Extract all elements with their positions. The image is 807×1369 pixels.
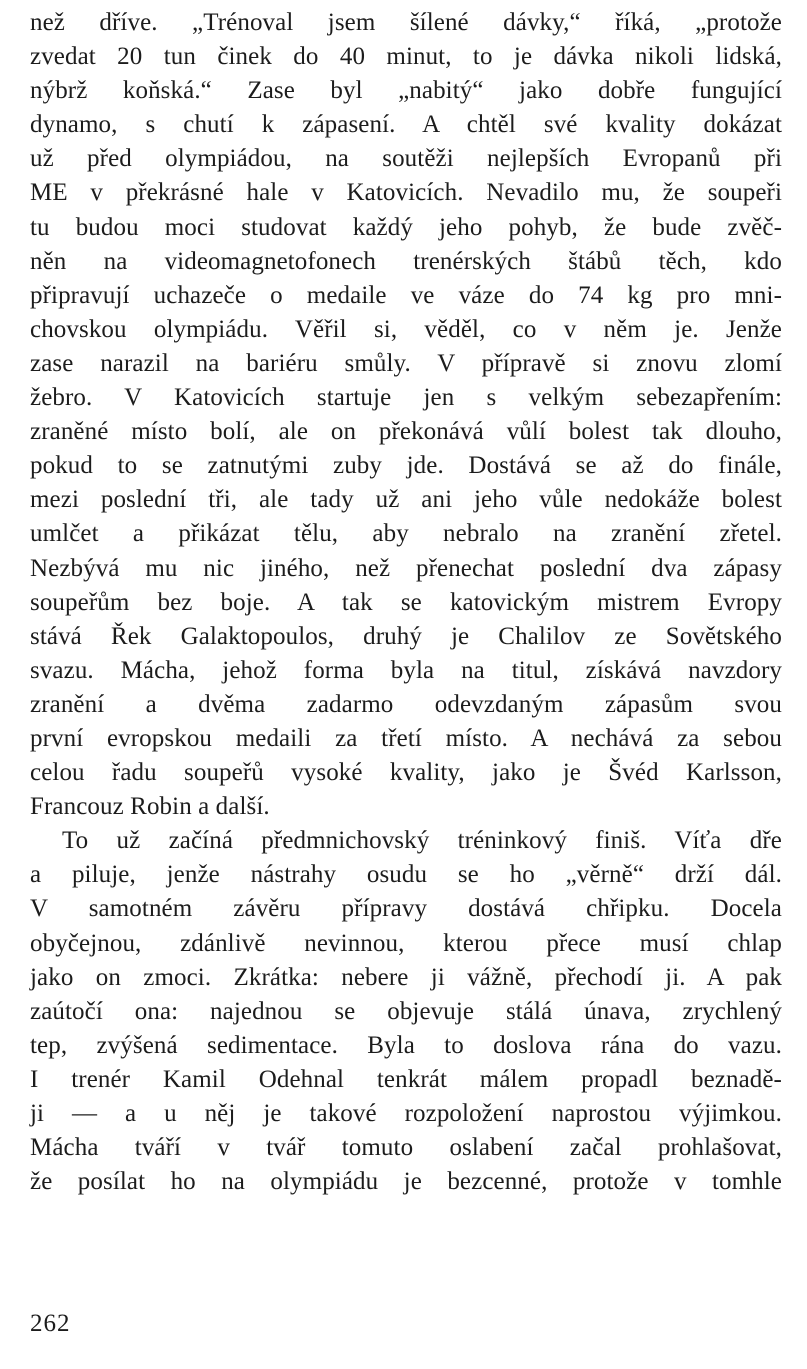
text-line: chovskou olympiádu. Věřil si, věděl, co v něm je. Jenže xyxy=(30,315,782,343)
text-line: první evropskou medaili za třetí místo. A nechává za sebou xyxy=(30,724,782,752)
text-line: zase narazil na bariéru smůly. V přípravě si znovu zlomí xyxy=(30,349,782,377)
text-line: než dříve. „Trénoval jsem šílené dávky,“ říká, „protože xyxy=(30,9,782,36)
text-line: zraněné místo bolí, ale on překonává vůlí bolest tak dlouho, xyxy=(30,418,782,446)
page-number: 262 xyxy=(30,1310,71,1337)
text-line: ME v překrásné hale v Katovicích. Nevadilo mu, že soupeři xyxy=(30,179,782,207)
text-line: tep, zvýšená sedimentace. Byla to doslova rána do vazu. xyxy=(30,1031,782,1059)
text-line: zaútočí ona: najednou se objevuje stálá únava, zrychlený xyxy=(30,997,782,1025)
text-line: jako on zmoci. Zkrátka: nebere ji vážně, přechodí ji. A pak xyxy=(30,963,782,991)
text-line: dynamo, s chutí k zápasení. A chtěl své kvality dokázat xyxy=(30,111,782,139)
text-line: žebro. V Katovicích startuje jen s velkým sebezapřením: xyxy=(30,384,782,412)
text-line: stává Řek Galaktopoulos, druhý je Chalilov ze Sovětského xyxy=(30,622,782,650)
text-line: zranění a dvěma zadarmo odevzdaným zápasům svou xyxy=(30,690,782,718)
text-line: nýbrž koňská.“ Zase byl „nabitý“ jako dobře fungující xyxy=(30,77,782,105)
paragraph xyxy=(30,6,782,824)
text-line: celou řadu soupeřů vysoké kvality, jako je Švéd Karlsson, xyxy=(30,759,782,787)
text-line: a piluje, jenže nástrahy osudu se ho „věrně“ drží dál. xyxy=(30,861,782,889)
text-line: soupeřům bez boje. A tak se katovickým mistrem Evropy xyxy=(30,588,782,616)
text-line: pokud to se zatnutými zuby jde. Dostává se až do finále, xyxy=(30,452,782,480)
text-line: Mácha tváří v tvář tomuto oslabení začal prohlašovat, xyxy=(30,1134,782,1162)
text-line: V samotném závěru přípravy dostává chřipku. Docela xyxy=(30,895,782,923)
paragraph xyxy=(30,824,782,1199)
text-line: I trenér Kamil Odehnal tenkrát málem propadl beznadě- xyxy=(30,1065,782,1093)
text-line: že posílat ho na olympiádu je bezcenné, protože v tomhle xyxy=(30,1168,782,1196)
text-line: umlčet a přikázat tělu, aby nebralo na zranění zřetel. xyxy=(30,520,782,548)
text-line: svazu. Mácha, jehož forma byla na titul, získává navzdory xyxy=(30,656,782,684)
body-text xyxy=(30,6,782,1199)
text-line: ji — a u něj je takové rozpoložení naprostou výjimkou. xyxy=(30,1100,782,1127)
text-line: Francouz Robin a další. xyxy=(30,793,270,821)
text-line: už před olympiádou, na soutěži nejlepších Evropanů při xyxy=(30,145,782,173)
text-line: mezi poslední tři, ale tady už ani jeho vůle nedokáže bolest xyxy=(30,486,782,514)
text-line: obyčejnou, zdánlivě nevinnou, kterou přece musí chlap xyxy=(30,929,782,957)
text-line: něn na videomagnetofonech trenérských štábů těch, kdo xyxy=(30,247,782,275)
text-line: zvedat 20 tun činek do 40 minut, to je dávka nikoli lidská, xyxy=(30,43,782,71)
text-line: připravují uchazeče o medaile ve váze do 74 kg pro mni- xyxy=(30,281,782,309)
text-line: tu budou moci studovat každý jeho pohyb, že bude zvěč- xyxy=(30,213,782,241)
text-line: To už začíná předmnichovský tréninkový finiš. Víťa dře xyxy=(62,827,782,855)
text-line: Nezbývá mu nic jiného, než přenechat poslední dva zápasy xyxy=(30,554,782,582)
